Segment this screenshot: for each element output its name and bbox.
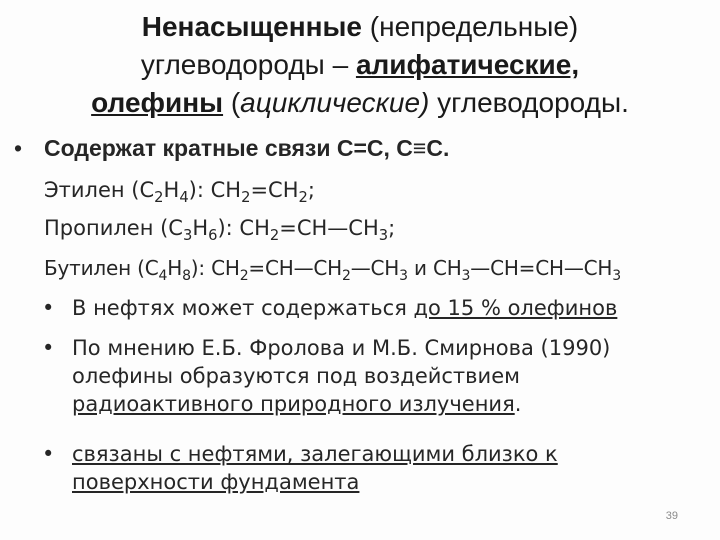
subscript: 2 — [269, 227, 280, 245]
title-italic: ациклические) — [240, 87, 430, 118]
subscript: 3 — [399, 267, 408, 284]
subscript: 3 — [461, 267, 471, 284]
subscript: 8 — [182, 267, 191, 284]
formula-text: =CH—CH — [279, 216, 379, 240]
bullet-underlined-text: связаны с нефтями, залегающими близко к — [72, 442, 558, 466]
formula-text: ): CH — [190, 256, 240, 280]
bullet-text: . — [514, 392, 522, 416]
bullet-mark: • — [42, 296, 55, 320]
subscript: 2 — [241, 189, 251, 207]
bullet-underlined-text: поверхности фундамента — [72, 470, 360, 494]
subscript: 3 — [612, 267, 621, 284]
formula-text: ): CH — [188, 178, 242, 202]
slide-title — [0, 8, 720, 122]
formula-text: ; — [307, 178, 315, 202]
butylene-line — [44, 254, 621, 282]
formula-text: Этилен (C — [44, 178, 155, 202]
title-text: (непредельные) — [362, 11, 579, 42]
title-underlined-bold: алифатические, — [355, 49, 580, 80]
bullet-mark: • — [42, 336, 55, 360]
subscript: 2 — [154, 189, 164, 207]
formula-text: —CH=CH—CH — [470, 256, 613, 280]
formula-text: —CH — [350, 256, 400, 280]
subscript: 4 — [179, 189, 189, 207]
subscript: 2 — [341, 267, 351, 284]
formula-text: =CH—CH — [248, 256, 342, 280]
bullet-text: По мнению Е.Б. Фролова и М.Б. Смирнова (1990) — [72, 336, 611, 360]
bullet-olefin-content — [42, 294, 618, 322]
lead-text: Содержат кратные связи C=C, C≡C. — [44, 135, 450, 161]
formula-text: ; — [388, 216, 396, 240]
bullet-text: олефины образуются под воздействием — [72, 364, 520, 388]
title-underlined-bold: олефины — [91, 87, 224, 118]
bullet-mark: • — [42, 442, 55, 466]
formula-text: H — [192, 216, 209, 240]
title-line-1 — [0, 8, 720, 46]
bullet-text-line — [72, 390, 610, 418]
bullet-basement-proximity — [42, 440, 558, 496]
ethylene-line — [44, 176, 315, 207]
bullet-underlined-text: радиоактивного природного излучения — [72, 392, 515, 416]
title-text: углеводороды – — [140, 49, 356, 80]
subscript: 2 — [298, 189, 308, 207]
formula-text: Пропилен (C — [44, 216, 183, 240]
subscript: 3 — [182, 227, 193, 245]
bullet-underlined-text: до 15 % олефинов — [413, 296, 618, 320]
subscript: 3 — [378, 227, 389, 245]
formula-text: Бутилен (C — [44, 256, 159, 280]
bullet-mark: • — [14, 135, 23, 161]
bullet-frolov-smirnov — [42, 334, 611, 418]
formula-text: H — [163, 178, 180, 202]
subscript: 4 — [158, 267, 168, 284]
formula-text: и CH — [407, 256, 462, 280]
formula-text: =CH — [250, 178, 299, 202]
subscript: 2 — [239, 267, 249, 284]
bullet-text: В нефтях может содержаться — [72, 296, 414, 320]
title-text: углеводороды. — [429, 87, 629, 118]
title-bold-word: Ненасыщенные — [141, 11, 363, 42]
title-text: ( — [223, 87, 241, 118]
lead-bullet — [14, 134, 450, 162]
title-line-3 — [0, 84, 720, 122]
formula-text: H — [167, 256, 183, 280]
formula-text: ): CH — [217, 216, 270, 240]
page-number: 39 — [665, 510, 678, 522]
subscript: 6 — [208, 227, 218, 245]
title-line-2 — [0, 46, 720, 84]
propylene-line — [44, 214, 396, 245]
